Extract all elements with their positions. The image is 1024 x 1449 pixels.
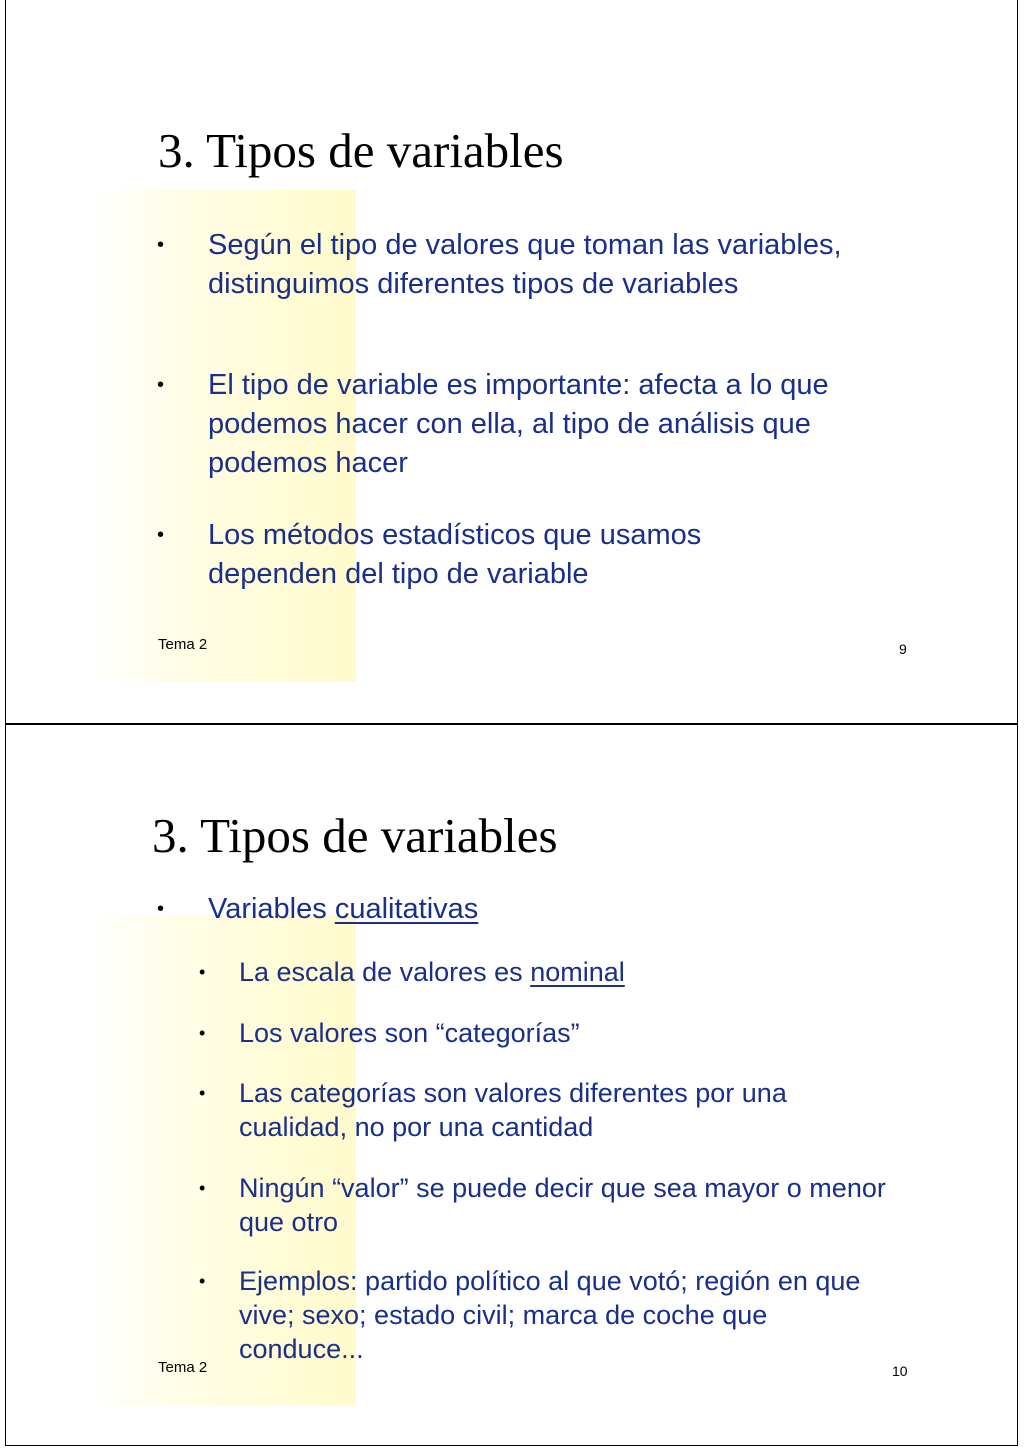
sub-bullet-text: Ejemplos: partido político al que votó; región en que vive; sexo; estado civil; marca de coche que conduce... [239,1266,861,1364]
page-number: 10 [892,1363,908,1379]
bullet-marker: • [157,234,165,256]
footer-tema: Tema 2 [158,1359,208,1376]
sub-bullet-prefix: La escala de valores es [239,957,531,987]
underlined-term: cualitativas [334,893,479,925]
slide-9 [5,0,1018,724]
underlined-term: nominal [530,957,625,987]
sub-bullet-text: Los valores son “categorías” [239,1018,580,1048]
bullet-marker: • [157,898,165,920]
slide-title: 3. Tipos de variables [152,808,558,863]
slide-10 [5,724,1018,1446]
sub-bullet-marker: • [199,962,206,982]
page-number: 9 [899,641,907,657]
slide-title: 3. Tipos de variables [158,123,564,178]
sub-bullet-marker: • [199,1178,206,1198]
bullet-text: Los métodos estadísticos que usamos dependen del tipo de variable [208,519,702,590]
footer-tema: Tema 2 [158,636,208,653]
sub-bullet-marker: • [199,1083,206,1103]
bullet-marker: • [157,524,165,546]
bullet-text: Según el tipo de valores que toman las variables, distinguimos diferentes tipos de variables [208,229,842,300]
sub-bullet-text: Ningún “valor” se puede decir que sea mayor o menor que otro [239,1173,886,1237]
bullet-prefix: Variables [208,893,335,925]
bullet-text [208,890,928,929]
sub-bullet-text [239,955,899,989]
sub-bullet-text: Las categorías son valores diferentes por una cualidad, no por una cantidad [239,1078,787,1142]
bullet-marker: • [157,374,165,396]
bullet-text: El tipo de variable es importante: afecta a lo que podemos hacer con ella, al tipo de análisis que podemos hacer [208,369,829,479]
sub-bullet-marker: • [199,1271,206,1291]
sub-bullet-marker: • [199,1023,206,1043]
